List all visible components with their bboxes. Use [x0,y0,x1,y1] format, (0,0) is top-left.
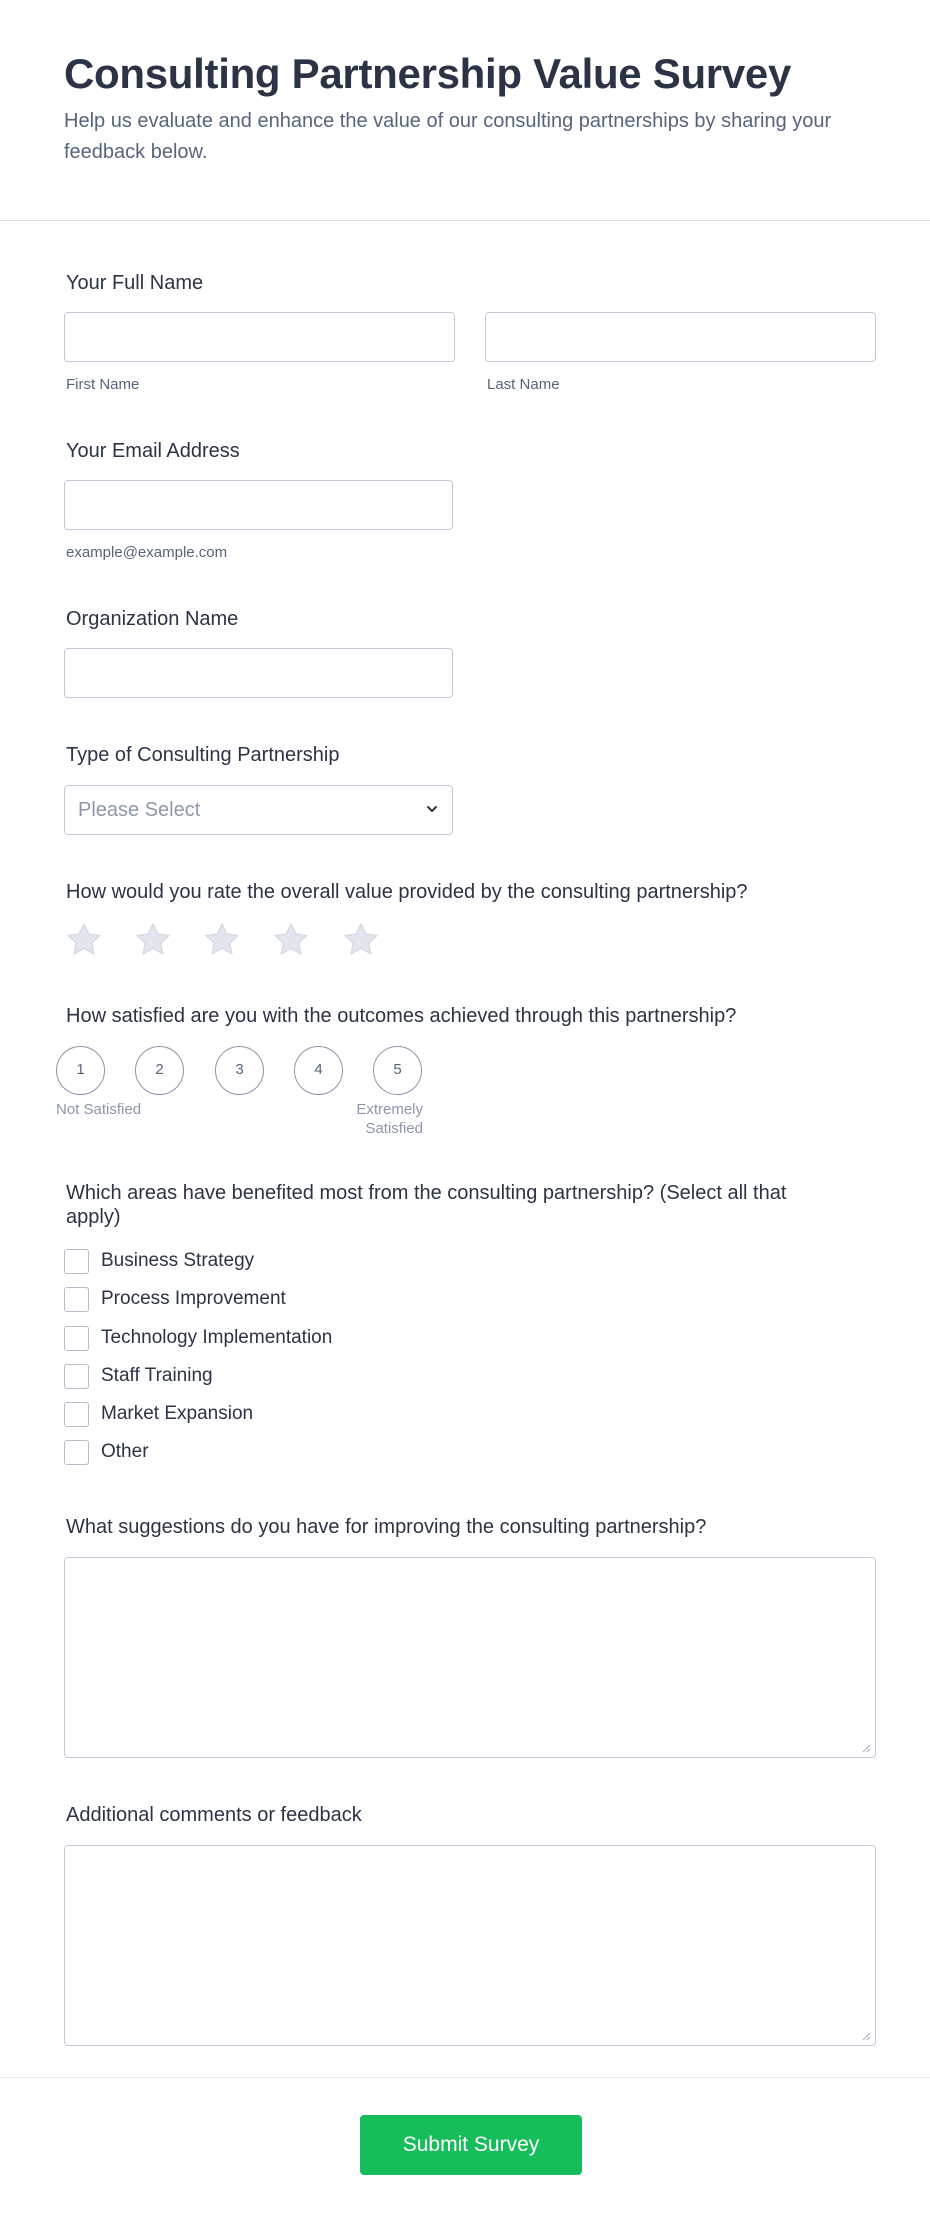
checkbox-box[interactable] [64,1440,89,1465]
checkbox-box[interactable] [64,1326,89,1351]
email-sublabel: example@example.com [66,544,228,561]
first-name-input[interactable] [64,312,455,362]
areas-question-line1: Which areas have benefited most from the consulting partnership? (Select all that [66,1182,787,1204]
star-icon[interactable] [202,920,242,960]
checkbox-box[interactable] [64,1364,89,1389]
select-value: Please Select [78,799,201,821]
last-name-sublabel: Last Name [487,376,560,393]
email-label: Your Email Address [66,440,240,462]
resize-grip-icon[interactable] [862,2032,871,2041]
organization-input[interactable] [64,648,453,698]
star-icon[interactable] [64,920,104,960]
page-title: Consulting Partnership Value Survey [64,50,792,97]
scale-option-4[interactable]: 4 [294,1046,343,1095]
partnership-type-label: Type of Consulting Partnership [66,744,340,766]
comments-label: Additional comments or feedback [66,1804,362,1826]
form-header [0,0,930,221]
scale-option-3[interactable]: 3 [215,1046,264,1095]
suggestions-label: What suggestions do you have for improving the consulting partnership? [66,1516,707,1538]
resize-grip-icon[interactable] [862,1744,871,1753]
star-icon[interactable] [271,920,311,960]
last-name-input[interactable] [485,312,876,362]
first-name-sublabel: First Name [66,376,140,393]
rating-question: How would you rate the overall value provided by the consulting partnership? [66,881,748,903]
page-subtitle: Help us evaluate and enhance the value of our consulting partnerships by sharing your feedback below. [64,110,832,163]
suggestions-textarea[interactable] [64,1557,876,1758]
areas-question-line2: apply) [66,1206,121,1228]
organization-label: Organization Name [66,608,239,630]
star-icon[interactable] [341,920,381,960]
star-icon[interactable] [133,920,173,960]
checkbox-label: Other [101,1441,149,1462]
submit-button[interactable]: Submit Survey [360,2115,582,2175]
scale-option-5[interactable]: 5 [373,1046,422,1095]
scale-high-label-line2: Satisfied [365,1120,423,1137]
footer-divider [0,2077,930,2078]
scale-option-2[interactable]: 2 [135,1046,184,1095]
checkbox-box[interactable] [64,1287,89,1312]
full-name-label: Your Full Name [66,272,204,294]
checkbox-label: Business Strategy [101,1250,255,1271]
partnership-type-select[interactable] [64,785,453,835]
checkbox-box[interactable] [64,1249,89,1274]
comments-textarea[interactable] [64,1845,876,2046]
scale-option-1[interactable]: 1 [56,1046,105,1095]
satisfaction-question: How satisfied are you with the outcomes achieved through this partnership? [66,1005,737,1027]
scale-high-label-line1: Extremely [356,1101,423,1118]
checkbox-label: Staff Training [101,1365,213,1386]
scale-low-label: Not Satisfied [56,1101,142,1118]
email-input[interactable] [64,480,453,530]
checkbox-box[interactable] [64,1402,89,1427]
chevron-down-icon [424,801,440,817]
checkbox-label: Process Improvement [101,1288,286,1309]
checkbox-label: Technology Implementation [101,1327,333,1348]
checkbox-label: Market Expansion [101,1403,254,1424]
scale-high-label [353,1100,423,1138]
